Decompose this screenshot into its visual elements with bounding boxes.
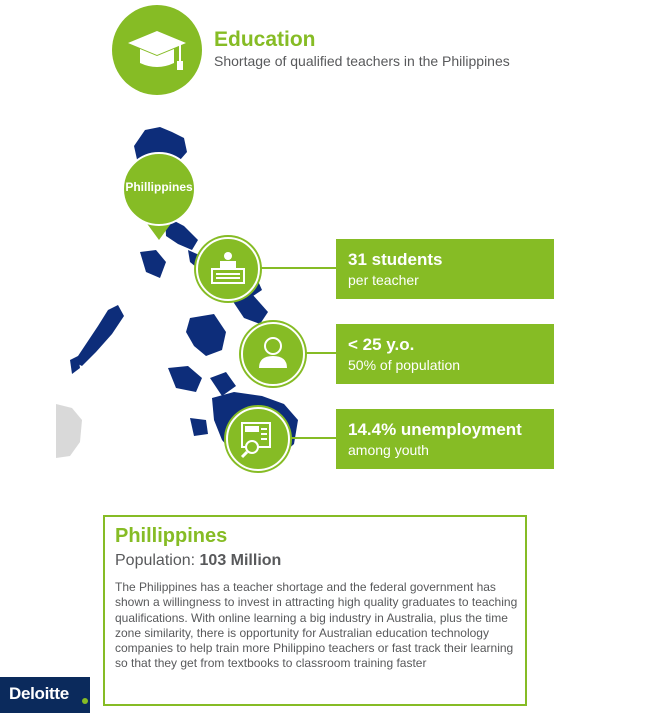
connector-line (258, 267, 336, 269)
map-pin-label: Phillippines (125, 180, 193, 194)
page-subtitle: Shortage of qualified teachers in the Philippines (214, 53, 510, 69)
job-search-icon (228, 409, 288, 469)
deloitte-logo-dot (82, 698, 88, 704)
classroom-icon (198, 239, 258, 299)
person-icon (243, 324, 303, 384)
stat-value: < 25 y.o. (348, 335, 415, 354)
graduation-cap-icon (112, 5, 202, 95)
stat-box (336, 409, 554, 469)
population-line (115, 552, 281, 570)
stat-icon-circle (226, 407, 290, 471)
connector-line (304, 352, 336, 354)
population-label: Population: (115, 552, 196, 569)
stat-box (336, 324, 554, 384)
stat-icon-circle (196, 237, 260, 301)
education-icon-circle (112, 5, 202, 95)
stat-box (336, 239, 554, 299)
deloitte-logo-text: Deloitte (9, 684, 69, 703)
stat-value: 14.4% unemployment (348, 420, 522, 439)
stat-caption: among youth (348, 442, 429, 458)
stat-caption: per teacher (348, 272, 419, 288)
page-title: Education (214, 28, 316, 51)
connector-line (289, 437, 336, 439)
info-body: The Philippines has a teacher shortage and the federal government has shown a willingness to invest in attracting high quality graduates to teaching qualifications. With online learning a big industry in Australia, plus the time zone similarity, there is opportunity for Australian education technology companies to help train more Philippino teachers or fast track their learning so that they get from textbooks to classroom training faster (115, 580, 518, 671)
stat-value: 31 students (348, 250, 443, 269)
stat-icon-circle (241, 322, 305, 386)
stat-caption: 50% of population (348, 357, 461, 373)
population-value: 103 Million (199, 552, 282, 569)
info-title: Phillippines (115, 525, 228, 547)
